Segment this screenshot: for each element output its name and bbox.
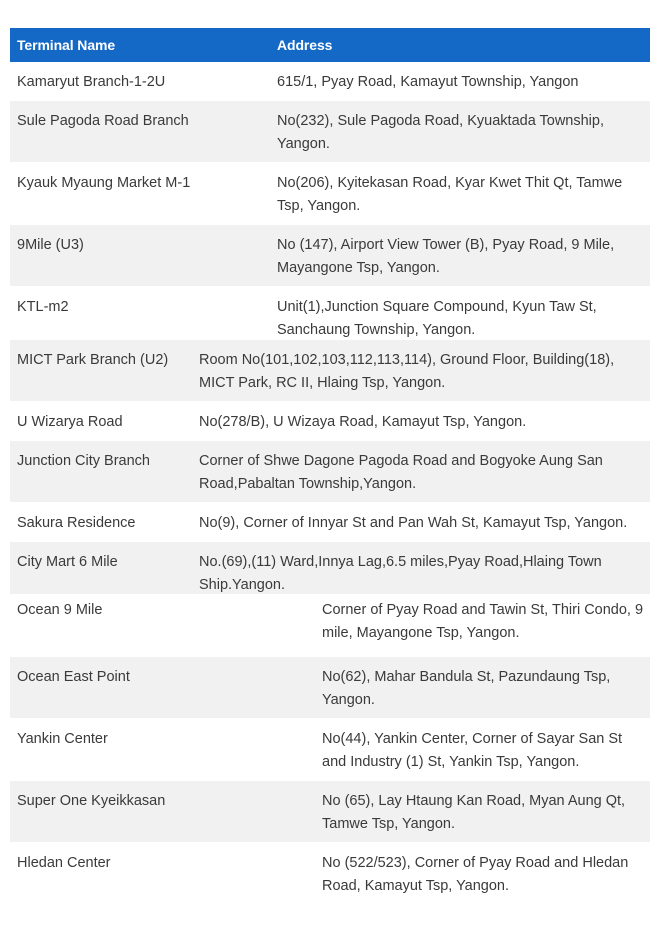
table-row xyxy=(10,781,650,843)
table-row xyxy=(10,287,650,340)
terminal-name-cell: Ocean 9 Mile xyxy=(17,602,103,618)
table-header xyxy=(10,28,650,62)
terminal-name-cell: Super One Kyeikkasan xyxy=(17,793,166,809)
terminal-name-cell: Sakura Residence xyxy=(17,515,136,531)
header-address: Address xyxy=(277,37,333,53)
terminal-name-cell: Kamaryut Branch-1-2U xyxy=(17,74,166,90)
table-row xyxy=(10,101,650,163)
address-cell: Unit(1),Junction Square Compound, Kyun Taw St, Sanchaung Township, Yangon. xyxy=(277,299,597,338)
table-row xyxy=(10,503,650,542)
address-cell: No(278/B), U Wizaya Road, Kamayut Tsp, Yangon. xyxy=(199,414,527,430)
header-terminal-name: Terminal Name xyxy=(17,37,116,53)
address-cell: No (522/523), Corner of Pyay Road and Hledan Road, Kamayut Tsp, Yangon. xyxy=(322,855,629,894)
table-row xyxy=(10,595,650,657)
table-row xyxy=(10,657,650,719)
table-row xyxy=(10,402,650,441)
address-cell: No(232), Sule Pagoda Road, Kyuaktada Township, Yangon. xyxy=(277,113,605,152)
address-cell: No(44), Yankin Center, Corner of Sayar San St and Industry (1) St, Yankin Tsp, Yangon. xyxy=(322,731,623,770)
terminal-name-cell: KTL-m2 xyxy=(17,299,69,315)
table-row xyxy=(10,441,650,503)
table-row xyxy=(10,62,650,101)
terminal-name-cell: 9Mile (U3) xyxy=(17,237,84,253)
address-cell: No(9), Corner of Innyar St and Pan Wah St, Kamayut Tsp, Yangon. xyxy=(199,515,628,531)
table-row xyxy=(10,163,650,225)
terminal-name-cell: Hledan Center xyxy=(17,855,111,871)
terminal-name-cell: Ocean East Point xyxy=(17,669,130,685)
address-cell: Corner of Shwe Dagone Pagoda Road and Bogyoke Aung San Road,Pabaltan Township,Yangon. xyxy=(199,453,603,492)
table-row xyxy=(10,843,650,906)
address-cell: Room No(101,102,103,112,113,114), Ground Floor, Building(18), MICT Park, RC II, Hlaing Tsp, Yangon. xyxy=(199,352,615,391)
terminal-name-cell: Kyauk Myaung Market M-1 xyxy=(17,175,191,191)
address-cell: No (65), Lay Htaung Kan Road, Myan Aung Qt, Tamwe Tsp, Yangon. xyxy=(322,793,626,832)
terminal-name-cell: City Mart 6 Mile xyxy=(17,554,118,570)
address-cell: No(62), Mahar Bandula St, Pazundaung Tsp, Yangon. xyxy=(322,669,611,708)
terminal-name-cell: U Wizarya Road xyxy=(17,414,123,430)
address-cell: No.(69),(11) Ward,Innya Lag,6.5 miles,Pyay Road,Hlaing Town Ship.Yangon. xyxy=(199,554,602,593)
terminal-name-cell: Junction City Branch xyxy=(17,453,150,469)
address-cell: No (147), Airport View Tower (B), Pyay Road, 9 Mile, Mayangone Tsp, Yangon. xyxy=(277,237,615,276)
table-row xyxy=(10,542,650,595)
terminal-name-cell: Sule Pagoda Road Branch xyxy=(17,113,189,129)
table-row xyxy=(10,225,650,287)
table-row xyxy=(10,719,650,781)
terminal-name-cell: Yankin Center xyxy=(17,731,108,747)
address-cell: Corner of Pyay Road and Tawin St, Thiri Condo, 9 mile, Mayangone Tsp, Yangon. xyxy=(322,602,644,641)
terminal-name-cell: MICT Park Branch (U2) xyxy=(17,352,169,368)
table-row xyxy=(10,340,650,402)
address-cell: 615/1, Pyay Road, Kamayut Township, Yangon xyxy=(277,74,579,90)
address-cell: No(206), Kyitekasan Road, Kyar Kwet Thit Qt, Tamwe Tsp, Yangon. xyxy=(277,175,623,214)
terminal-table xyxy=(10,28,650,906)
